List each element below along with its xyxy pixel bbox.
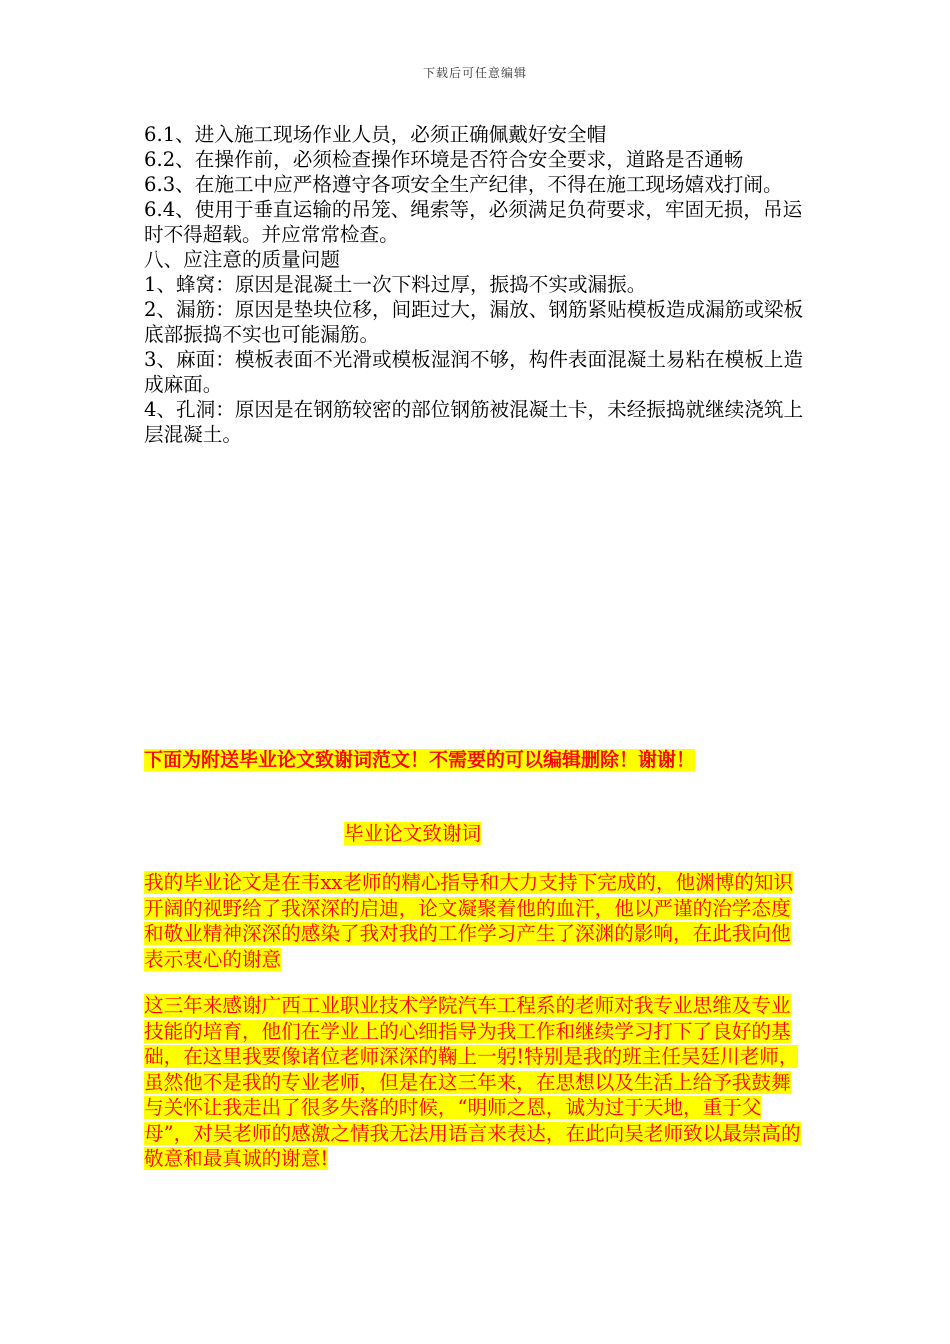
safety-item-6-2: 6.2、在操作前，必须检查操作环境是否符合安全要求，道路是否通畅 — [144, 148, 744, 171]
body-text — [144, 122, 810, 447]
quality-item-1: 1、蜂窝：原因是混凝土一次下料过厚，振捣不实或漏振。 — [144, 273, 647, 296]
section-heading-quality: 八、应注意的质量问题 — [144, 248, 340, 271]
quality-item-4: 4、孔洞：原因是在钢筋较密的部位钢筋被混凝土卡，未经振捣就继续浇筑上层混凝土。 — [144, 398, 804, 446]
thanks-paragraph-2-text: 这三年来感谢广西工业职业技术学院汽车工程系的老师对我专业思维及专业技能的培育，他们在学业上的心细指导为我工作和继续学习打下了良好的基础，在这里我要像诸位老师深深的鞠上一躬!特别是我的班主任吴廷川老师，虽然他不是我的专业老师，但是在这三年来，在思想以及生活上给予我鼓舞与关怀让我走出了很多失落的时候，“明师之恩，诚为过于天地，重于父母”，对吴老师的感激之情我无法用语言来表达，在此向吴老师致以最崇高的敬意和最真诚的谢意! — [144, 994, 801, 1170]
thanks-paragraph-2 — [144, 993, 810, 1172]
appendix-notice-text: 下面为附送毕业论文致谢词范文！不需要的可以编辑删除！谢谢！ — [144, 749, 696, 771]
thanks-paragraph-1 — [144, 870, 810, 972]
quality-item-2: 2、漏筋：原因是垫块位移，间距过大，漏放、钢筋紧贴模板造成漏筋或梁板底部振捣不实也可能漏筋。 — [144, 298, 804, 346]
thanks-title-text: 毕业论文致谢词 — [344, 822, 482, 845]
page-header: 下载后可任意编辑 — [422, 66, 527, 80]
safety-item-6-4: 6.4、使用于垂直运输的吊笼、绳索等，必须满足负荷要求，牢固无损，吊运时不得超载。并应常常检查。 — [144, 198, 803, 246]
safety-item-6-3: 6.3、在施工中应严格遵守各项安全生产纪律，不得在施工现场嬉戏打闹。 — [144, 173, 783, 196]
appendix-notice — [144, 746, 824, 774]
safety-item-6-1: 6.1、进入施工现场作业人员，必须正确佩戴好安全帽 — [144, 123, 607, 146]
thanks-title — [344, 820, 481, 848]
thanks-paragraph-1-text: 我的毕业论文是在韦xx老师的精心指导和大力支持下完成的，他渊博的知识开阔的视野给了我深深的启迪，论文凝聚着他的血汗，他以严谨的治学态度和敬业精神深深的感染了我对我的工作学习产生了深渊的影响，在此我向他表示衷心的谢意 — [144, 871, 794, 971]
quality-item-3: 3、麻面：模板表面不光滑或模板湿润不够，构件表面混凝土易粘在模板上造成麻面。 — [144, 348, 804, 396]
